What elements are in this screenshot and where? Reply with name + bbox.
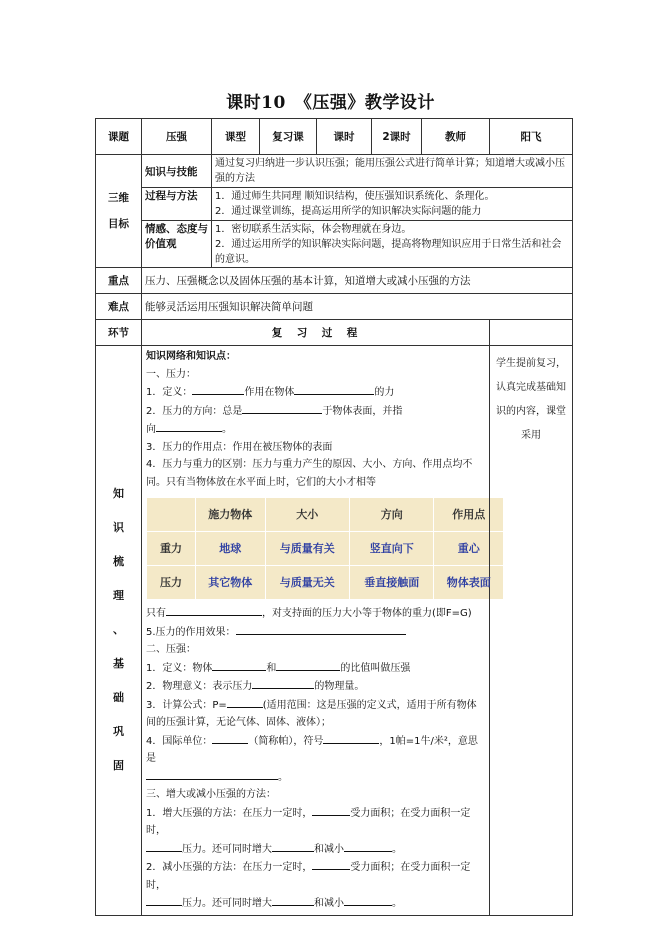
comparison-cell: 施力物体 xyxy=(196,498,266,532)
header-row xyxy=(96,119,573,155)
comparison-cell xyxy=(147,498,196,532)
vertical-char: 础 xyxy=(113,691,124,705)
force-effect: 5.压力的作用效果： xyxy=(146,623,485,642)
only-when-line: 只有 ，对支持面的压力大小等于物体的重力(即F=G) xyxy=(146,604,485,623)
header-topic-value: 压强 xyxy=(142,119,212,155)
force-direction: 2．压力的方向：总是 于物体表面，并指 向 。 xyxy=(146,402,485,439)
comparison-cell: 方向 xyxy=(349,498,433,532)
difficulty-label: 难点 xyxy=(96,294,142,320)
goal-content: 1．通过师生共同理 顺知识结构，使压强知识系统化、条理化。 2．通过课堂训练，提高运用所学的知识解决实际问题的能力 xyxy=(212,188,573,221)
section-vertical-label xyxy=(96,346,142,916)
vertical-char: 知 xyxy=(113,487,124,501)
decrease-pressure: 2．减小压强的方法：在压力一定时， 受力面积；在受力面积一定时， 压力。还可同时增大 和减小 。 xyxy=(146,858,485,913)
review-content xyxy=(142,346,490,916)
knowledge-heading: 知识网络和知识点： xyxy=(146,351,236,362)
goal-label: 过程与方法 xyxy=(142,188,212,221)
comparison-cell: 竖直向下 xyxy=(349,532,433,566)
comparison-row-gravity xyxy=(147,532,504,566)
comparison-cell: 重心 xyxy=(434,532,504,566)
comparison-cell: 重力 xyxy=(147,532,196,566)
goal-row-attitude xyxy=(96,221,573,268)
goals-label xyxy=(96,155,142,268)
comparison-cell: 大小 xyxy=(265,498,349,532)
review-row xyxy=(96,346,573,916)
goal-label: 知识与技能 xyxy=(142,155,212,188)
stage-row xyxy=(96,320,573,346)
goal-label: 情感、态度与价值观 xyxy=(142,221,212,268)
pressure-formula: 3．计算公式：P= (适用范围：这是压强的定义式，适用于所有物体间的压强计算，无论气体、固体、液体）； xyxy=(146,696,485,732)
key-row xyxy=(96,268,573,294)
section-pressure-title: 二、压强： xyxy=(146,644,196,655)
header-topic-label: 课题 xyxy=(96,119,142,155)
comparison-cell: 压力 xyxy=(147,566,196,600)
force-definition: 1．定义： 作用在物体 的力 xyxy=(146,383,485,402)
vertical-char: 梳 xyxy=(113,555,124,569)
vertical-char: 识 xyxy=(113,521,124,535)
comparison-cell: 物体表面 xyxy=(434,566,504,600)
vertical-char: 基 xyxy=(113,657,124,671)
section-pressure-force-title: 一、压力： xyxy=(146,368,196,380)
goals-label-line2: 目标 xyxy=(108,218,129,230)
page-title: 课时10 《压强》教学设计 xyxy=(226,93,435,113)
comparison-table-wrap xyxy=(146,497,491,600)
vertical-char: 巩 xyxy=(113,725,124,739)
difficulty-content: 能够灵活运用压强知识解决简单问题 xyxy=(142,294,573,320)
stage-content: 复 习 过 程 xyxy=(142,320,490,346)
pressure-unit: 4．国际单位： （简称帕），符号 ，1帕=1牛/米²，意思是 。 xyxy=(146,732,485,787)
force-point: 3．压力的作用点：作用在被压物体的表面 xyxy=(146,441,333,453)
comparison-row-pressure xyxy=(147,566,504,600)
comparison-cell: 地球 xyxy=(196,532,266,566)
comparison-cell: 与质量有关 xyxy=(265,532,349,566)
comparison-cell: 垂直接触面 xyxy=(349,566,433,600)
increase-pressure: 1．增大压强的方法：在压力一定时， 受力面积；在受力面积一定时， 压力。还可同时增大 和减小 。 xyxy=(146,804,485,859)
difficulty-row xyxy=(96,294,573,320)
vertical-char: 理 xyxy=(113,589,124,603)
header-period-value: 2课时 xyxy=(372,119,422,155)
goal-content: 1．密切联系生活实际，体会物理就在身边。 2．通过运用所学的知识解决实际问题，提高将物理知识应用于日常生活和社会的意识。 xyxy=(212,221,573,268)
teacher-notes: 学生提前复习，认真完成基础知识的内容，课堂采用 xyxy=(490,346,573,916)
header-period-label: 课时 xyxy=(317,119,372,155)
comparison-cell: 作用点 xyxy=(434,498,504,532)
vertical-char: 固 xyxy=(113,759,124,773)
comparison-cell: 与质量无关 xyxy=(265,566,349,600)
header-teacher-value: 阳飞 xyxy=(490,119,573,155)
stage-label: 环节 xyxy=(96,320,142,346)
key-content: 压力、压强概念以及固体压强的基本计算，知道增大或减小压强的方法 xyxy=(142,268,573,294)
vertical-char: 、 xyxy=(113,623,124,637)
comparison-header-row xyxy=(147,498,504,532)
section-methods-title: 三、增大或减小压强的方法： xyxy=(146,789,276,800)
comparison-cell: 其它物体 xyxy=(196,566,266,600)
stage-notes-empty xyxy=(490,320,573,346)
header-teacher-label: 教师 xyxy=(422,119,490,155)
force-vs-gravity: 4．压力与重力的区别：压力与重力产生的原因、大小、方向、作用点均不同。只有当物体放在水平面上时，它们的大小才相等 xyxy=(146,459,473,488)
key-label: 重点 xyxy=(96,268,142,294)
goal-content: 通过复习归纳进一步认识压强；能用压强公式进行简单计算；知道增大或减小压强的方法 xyxy=(212,155,573,188)
comparison-table xyxy=(146,497,504,600)
goals-label-line1: 三维 xyxy=(108,192,129,204)
goal-row-knowledge xyxy=(96,155,573,188)
header-type-label: 课型 xyxy=(212,119,260,155)
goal-row-process xyxy=(96,188,573,221)
pressure-definition: 1．定义：物体 和 的比值叫做压强 xyxy=(146,659,485,678)
pressure-meaning: 2．物理意义：表示压力 的物理量。 xyxy=(146,677,485,696)
lesson-plan-table xyxy=(95,118,573,916)
header-type-value: 复习课 xyxy=(260,119,317,155)
